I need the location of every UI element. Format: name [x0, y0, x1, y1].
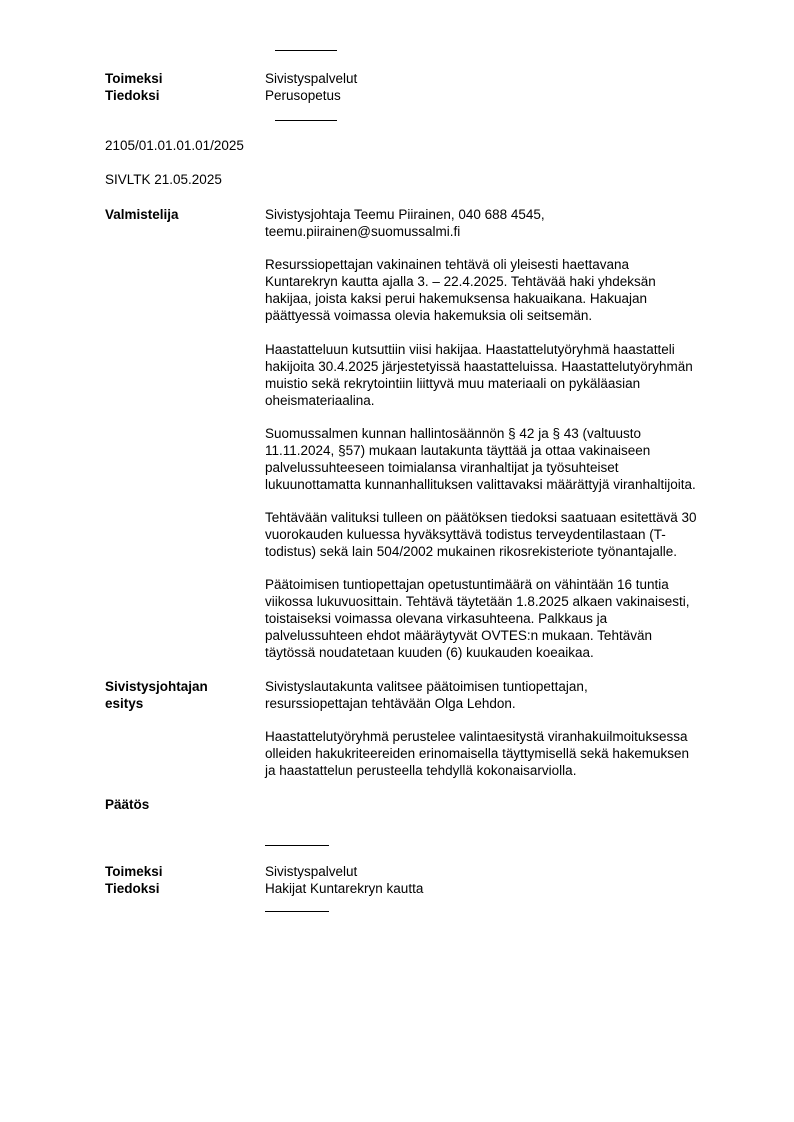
preparer-info	[265, 206, 745, 240]
paragraph-line: päättyessä voimassa olevia hakemuksia oli seitsemän.	[265, 308, 593, 323]
rationale-line: olleiden hakukriteereiden erinomaisella täyttymisellä sekä hakemuksen	[265, 746, 689, 761]
proposal-label: Sivistysjohtajan	[105, 679, 208, 694]
paragraph-health-certificate	[265, 509, 745, 560]
toimeksi-label: Toimeksi	[105, 864, 163, 879]
paragraph-line: todistus) sekä lain 504/2002 mukainen rikosrekisteriote työnantajalle.	[265, 544, 677, 559]
decision-label: Päätös	[105, 797, 150, 812]
paragraph-line: hakijoita 30.4.2025 järjestetyissä haastatteluissa. Haastattelutyöryhmän	[265, 359, 693, 374]
tiedoksi-value: Perusopetus	[265, 88, 341, 103]
tiedoksi-value: Hakijat Kuntarekryn kautta	[265, 881, 424, 896]
rationale-line: Haastattelutyöryhmä perustelee valintaesitystä viranhakuilmoituksessa	[265, 729, 688, 744]
paragraph-line: oheismateriaalina.	[265, 393, 375, 408]
meeting-reference: SIVLTK 21.05.2025	[105, 172, 222, 187]
paragraph-line: Tehtävään valituksi tulleen on päätöksen tiedoksi saatuaan esitettävä 30	[265, 510, 697, 525]
paragraph-regulation	[265, 425, 745, 493]
paragraph-line: Päätoimisen tuntiopettajan opetustuntimäärä on vähintään 16 tuntia	[265, 577, 669, 592]
paragraph-line: vuorokauden kuluessa hyväksyttävä todistus terveydentilastaan (T-	[265, 527, 666, 542]
paragraph-line: palvelussuhteen ehdot määräytyvät OVTES:n mukaan. Tehtävän	[265, 628, 652, 643]
rationale-line: ja haastattelun perusteella tehdyllä kokonaisarviolla.	[265, 763, 577, 778]
toimeksi-value: Sivistyspalvelut	[265, 864, 358, 879]
paragraph-line: muistio sekä rekrytointiin liittyvä muu materiaali on pykäläasian	[265, 376, 641, 391]
paragraph-line: täytössä noudatetaan kuuden (6) kuukauden koeaikaa.	[265, 645, 594, 660]
record-id: 2105/01.01.01.01/2025	[105, 138, 244, 153]
tiedoksi-label: Tiedoksi	[105, 881, 160, 896]
paragraph-line: Suomussalmen kunnan hallintosäännön § 42 ja § 43 (valtuusto	[265, 426, 642, 441]
paragraph-line: lukuunottamatta kunnanhallituksen valittavaksi määrättyjä viranhaltijoita.	[265, 477, 696, 492]
separator-line	[265, 911, 329, 912]
paragraph-line: 11.11.2024, §57) mukaan lautakunta täyttää ja ottaa vakinaiseen	[265, 443, 651, 458]
separator-line	[275, 50, 337, 51]
proposal-line: Sivistyslautakunta valitsee päätoimisen tuntiopettajan,	[265, 679, 588, 694]
toimeksi-label: Toimeksi	[105, 71, 163, 86]
paragraph-line: Resurssiopettajan vakinainen tehtävä oli yleisesti haettavana	[265, 257, 629, 272]
proposal-label: esitys	[105, 696, 144, 711]
paragraph-line: hakijaa, joista kaksi perui hakemuksensa hakuaikana. Hakuajan	[265, 291, 647, 306]
paragraph-interviews	[265, 341, 745, 409]
proposal-text	[265, 678, 745, 712]
preparer-line: teemu.piirainen@suomussalmi.fi	[265, 224, 461, 239]
paragraph-line: viikossa lukuvuosittain. Tehtävä täytetään 1.8.2025 alkaen vakinaisesti,	[265, 594, 690, 609]
paragraph-line: Kuntarekryn kautta ajalla 3. – 22.4.2025. Tehtävää haki yhdeksän	[265, 274, 656, 289]
preparer-line: Sivistysjohtaja Teemu Piirainen, 040 688 4545,	[265, 207, 545, 222]
paragraph-line: palvelussuhteeseen toimialansa viranhaltijat ja työsuhteiset	[265, 460, 619, 475]
proposal-rationale	[265, 728, 745, 779]
separator-line	[265, 845, 329, 846]
paragraph-application	[265, 256, 745, 324]
tiedoksi-label: Tiedoksi	[105, 88, 160, 103]
paragraph-employment-terms	[265, 576, 745, 661]
preparer-label: Valmistelija	[105, 207, 179, 222]
paragraph-line: Haastatteluun kutsuttiin viisi hakijaa. Haastattelutyöryhmä haastatteli	[265, 342, 675, 357]
paragraph-line: toistaiseksi voimassa olevana virkasuhteena. Palkkaus ja	[265, 611, 608, 626]
separator-line	[275, 120, 337, 121]
toimeksi-value: Sivistyspalvelut	[265, 71, 358, 86]
proposal-line: resurssiopettajan tehtävään Olga Lehdon.	[265, 696, 516, 711]
